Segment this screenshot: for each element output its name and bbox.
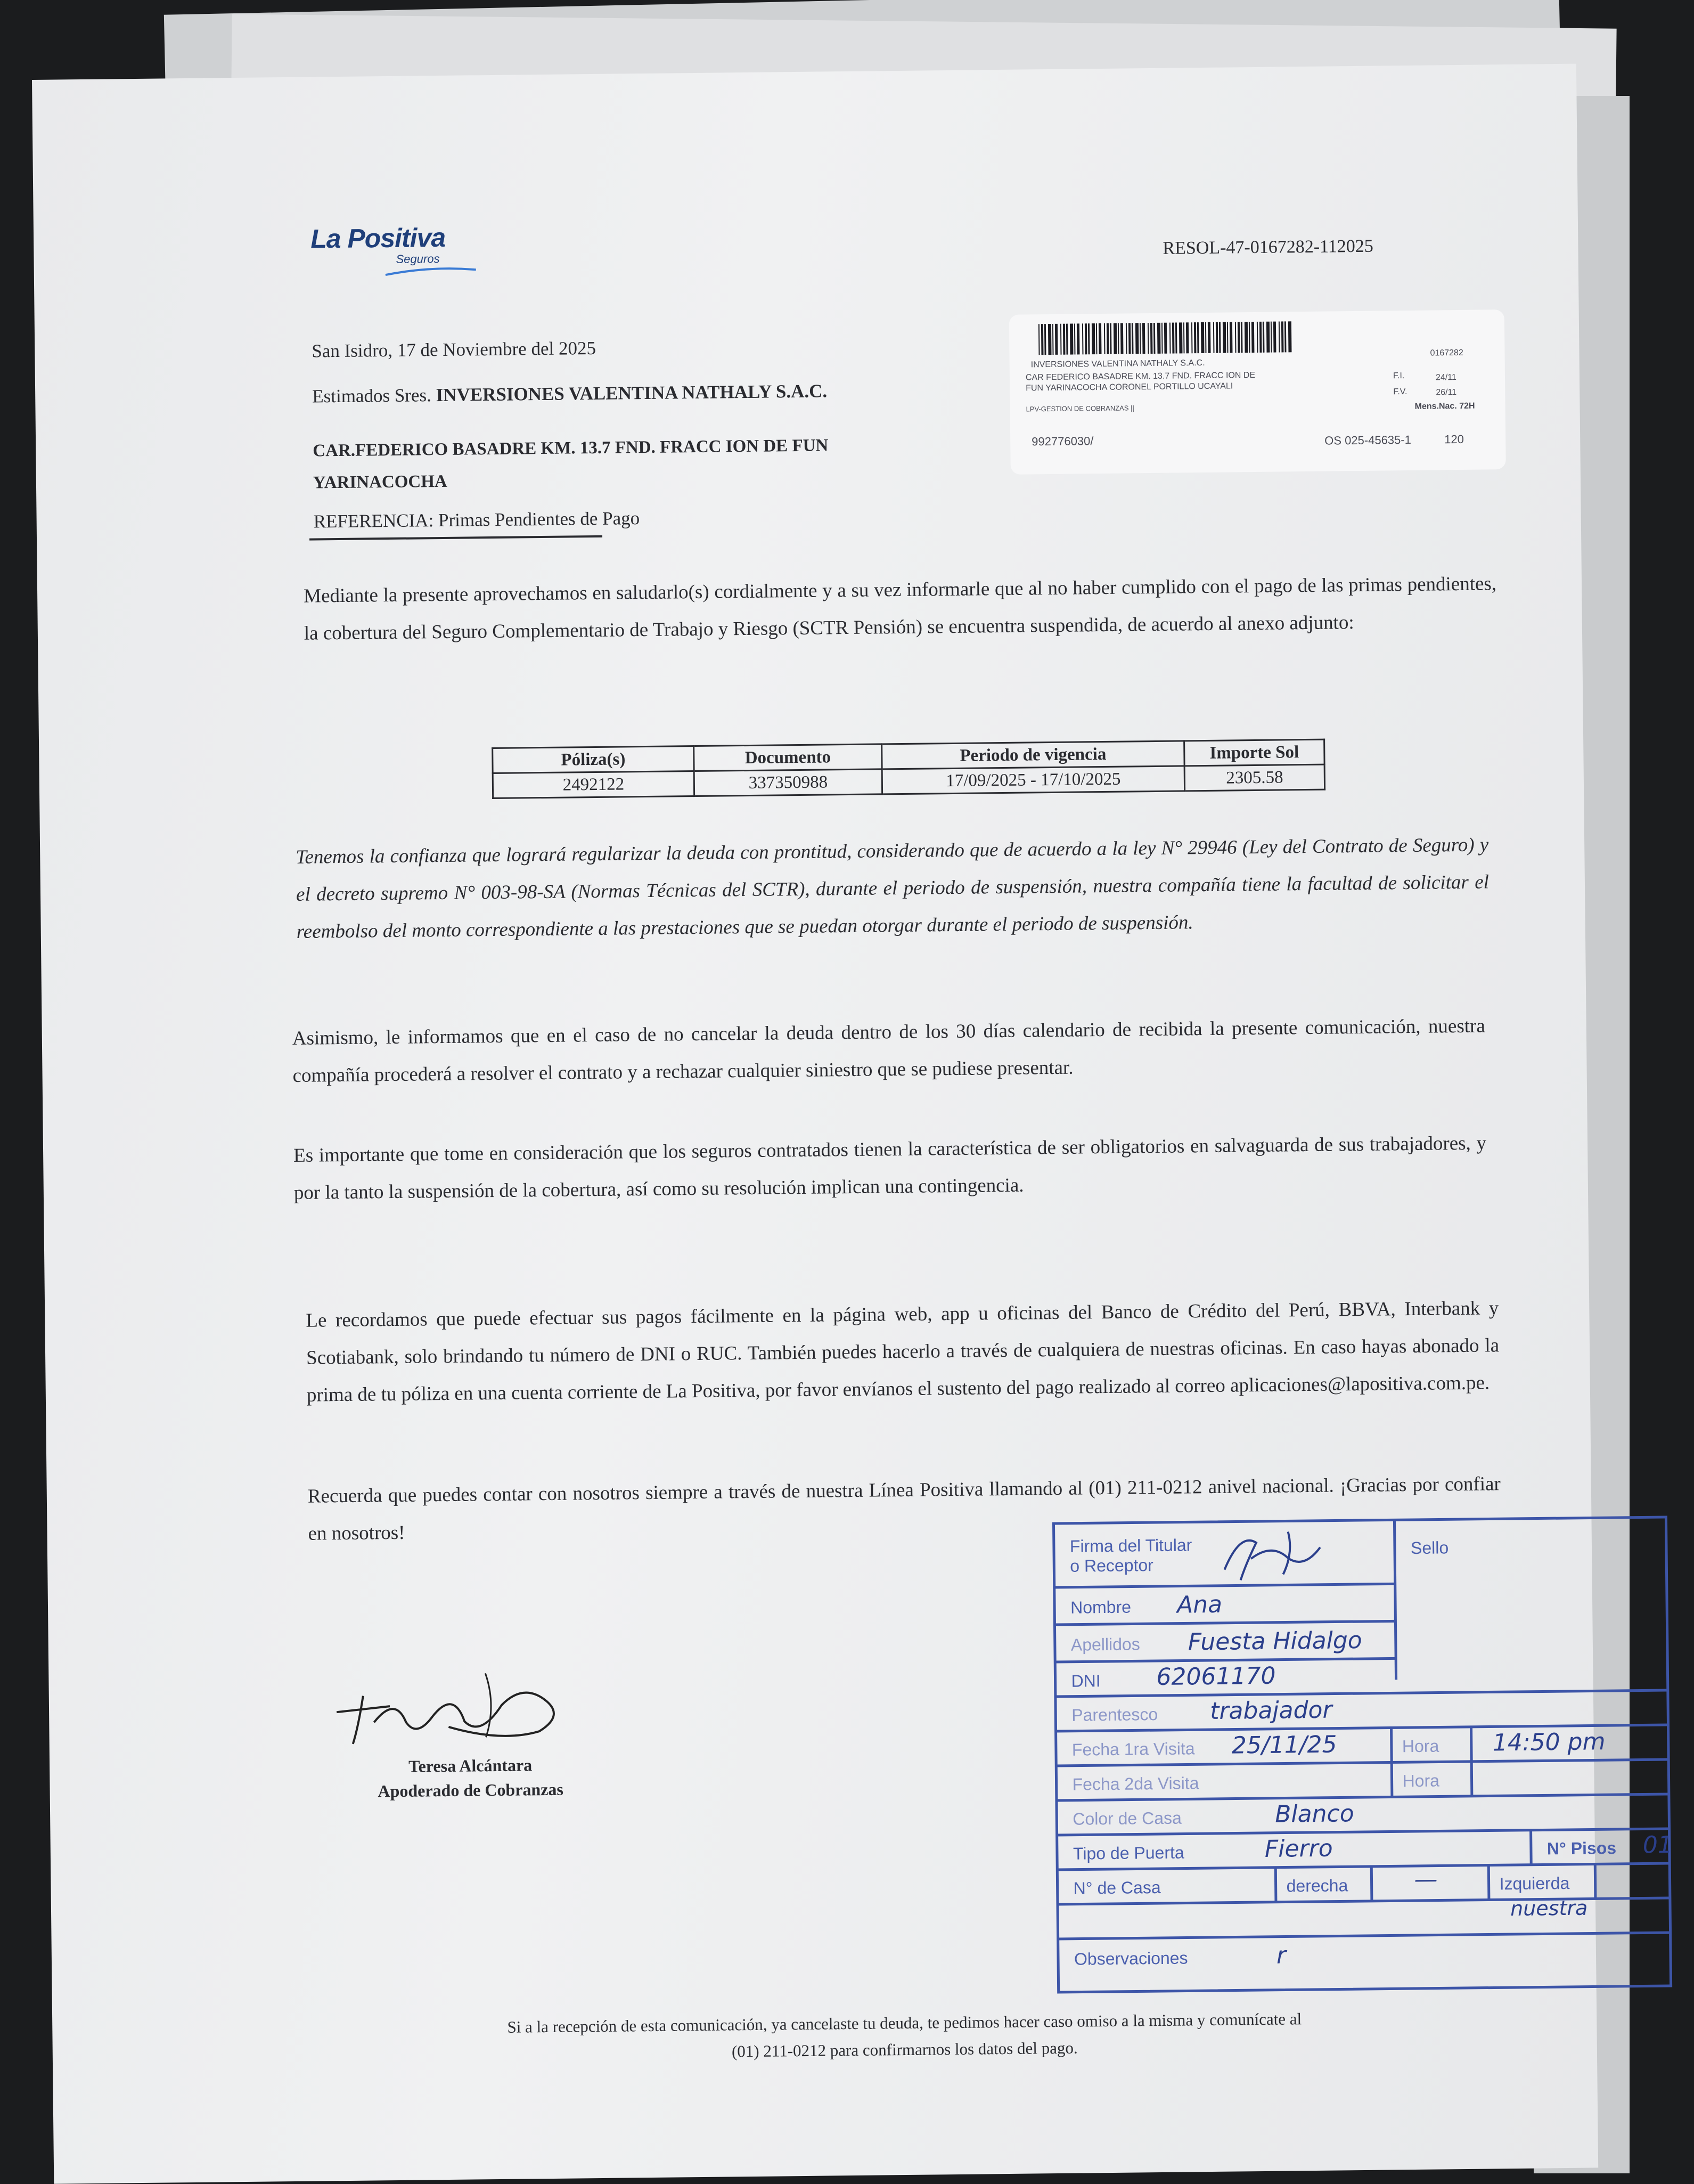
signature-icon bbox=[325, 1661, 582, 1755]
stamp-label-pisos: N° Pisos bbox=[1546, 1838, 1617, 1859]
signer-role: Apoderado de Cobranzas bbox=[378, 1779, 564, 1801]
barcode-bar bbox=[1273, 322, 1276, 353]
barcode-bar bbox=[1088, 323, 1090, 354]
reference bbox=[314, 508, 640, 532]
barcode-bar bbox=[1142, 323, 1145, 354]
barcode-bar bbox=[1092, 323, 1095, 354]
stamp-label-fecha1: Fecha 1ra Visita bbox=[1071, 1739, 1195, 1759]
handwritten-dni: 62061170 bbox=[1156, 1662, 1276, 1691]
paragraph: Recuerda que puedes contar con nosotros siempre a través de nuestra Línea Positiva llamando al (01) 211-0212 anivel nacional. ¡Gracias por confiar en nosotros! bbox=[307, 1473, 1501, 1545]
handwritten-obs: r bbox=[1276, 1942, 1287, 1969]
table-header: Documento bbox=[694, 744, 882, 771]
stamp-label-apellidos: Apellidos bbox=[1070, 1634, 1140, 1655]
label-fi: 24/11 bbox=[1435, 373, 1456, 382]
stamp-label-nombre: Nombre bbox=[1070, 1597, 1132, 1617]
barcode-bar bbox=[1104, 323, 1106, 354]
logo-sub: Seguros bbox=[396, 252, 440, 266]
barcode-bar bbox=[1183, 322, 1185, 353]
handwritten-pisos: 01 bbox=[1642, 1831, 1673, 1859]
receptor-signature-icon bbox=[1208, 1521, 1336, 1586]
barcode-bar bbox=[1164, 323, 1167, 354]
paragraph: Asimismo, le informamos que en el caso de no cancelar la deuda dentro de los 30 días calendario de recibida la presente comunicación, nuestra compañía procederá a resolver el contrato y a rechazar cualquier siniestro que se pudiese presentar. bbox=[292, 1015, 1485, 1087]
handwritten-color: Blanco bbox=[1274, 1800, 1354, 1828]
stamp-label-obs: Observaciones bbox=[1074, 1948, 1188, 1969]
barcode-bar bbox=[1077, 323, 1080, 354]
barcode-bar bbox=[1235, 322, 1237, 353]
handwritten-ncasa: — bbox=[1414, 1865, 1438, 1894]
recipient-address bbox=[313, 428, 952, 499]
stamp-label-izquierda: Izquierda bbox=[1499, 1873, 1570, 1894]
handwritten-fecha1: 25/11/25 bbox=[1231, 1731, 1337, 1759]
barcode-bar bbox=[1066, 324, 1068, 355]
logo-name: La Positiva bbox=[310, 222, 446, 254]
handwritten-parentesco: trabajador bbox=[1209, 1696, 1332, 1725]
barcode-bar bbox=[1271, 322, 1272, 353]
barcode-bar bbox=[1120, 323, 1124, 354]
reference-text: Primas Pendientes de Pago bbox=[438, 508, 640, 531]
stamp-label-color: Color de Casa bbox=[1073, 1808, 1182, 1829]
barcode-bar bbox=[1186, 322, 1189, 353]
barcode-bar bbox=[1157, 323, 1161, 354]
handwritten-apellidos: Fuesta Hidalgo bbox=[1188, 1627, 1362, 1656]
barcode-bar bbox=[1284, 321, 1287, 352]
barcode-bar bbox=[1107, 323, 1109, 354]
stamp-label-fecha2: Fecha 2da Visita bbox=[1072, 1773, 1199, 1794]
stamp-label-ncasa: N° de Casa bbox=[1073, 1877, 1161, 1898]
delivery-stamp bbox=[1048, 1512, 1692, 1998]
stamp-label-derecha: derecha bbox=[1286, 1876, 1348, 1896]
barcode-bar bbox=[1175, 323, 1177, 354]
barcode-bar bbox=[1259, 322, 1262, 353]
barcode-bar bbox=[1060, 324, 1062, 355]
paragraph: Es importante que tome en consideración que los seguros contratados tienen la característica de ser obligatorios en salvaguarda de sus trabajadores, y por la tanto la suspensión de la cobertura, así como su resolución implican una contingencia. bbox=[293, 1132, 1487, 1204]
label-service: Mens.Nac. 72H bbox=[1414, 401, 1475, 411]
greeting bbox=[312, 380, 827, 407]
barcode-bar bbox=[1041, 324, 1044, 355]
handwritten-hora: 14:50 pm bbox=[1492, 1728, 1606, 1757]
letter-date: San Isidro, 17 de Noviembre del 2025 bbox=[312, 337, 596, 362]
barcode-bar bbox=[1249, 322, 1250, 353]
logo-swoosh-icon bbox=[386, 267, 476, 276]
reference-underline bbox=[309, 535, 602, 541]
label-fv-label: F.V. bbox=[1393, 387, 1407, 397]
barcode-bar bbox=[1132, 323, 1134, 354]
barcode-bar bbox=[1044, 324, 1046, 355]
barcode-bar bbox=[1208, 322, 1211, 353]
barcode-bar bbox=[1216, 322, 1218, 353]
barcode-bar bbox=[1241, 322, 1243, 353]
handwritten-nombre: Ana bbox=[1176, 1591, 1223, 1619]
barcode-bar bbox=[1048, 324, 1052, 355]
barcode-bar bbox=[1126, 323, 1127, 354]
barcode-bar bbox=[1213, 322, 1215, 353]
stamp-label-tipo: Tipo de Puerta bbox=[1073, 1843, 1184, 1863]
barcode-bar bbox=[1128, 323, 1131, 354]
reference-label: REFERENCIA: bbox=[313, 510, 434, 532]
barcode-bar bbox=[1238, 322, 1240, 353]
footer-line: Si a la recepción de esta comunicación, ya cancelaste tu deuda, te pedimos hacer caso omiso a la misma y comunícate al bbox=[507, 2009, 1302, 2036]
stamp-label-dni: DNI bbox=[1071, 1671, 1101, 1691]
barcode-bar bbox=[1114, 323, 1117, 354]
footer-note bbox=[425, 2005, 1384, 2068]
barcode-bar bbox=[1153, 323, 1156, 354]
barcode-bar bbox=[1140, 323, 1141, 354]
stamp-label-hora: Hora bbox=[1402, 1736, 1439, 1756]
barcode-bar bbox=[1179, 322, 1183, 353]
barcode-bar bbox=[1205, 322, 1207, 353]
paragraph: Le recordamos que puede efectuar sus pagos fácilmente en la página web, app u oficinas del Banco de Crédito del Perú, BBVA, Interbank y Scotiabank, solo brindando tu número de DNI o RUC. También puedes hacerlo a través de cualquiera de nuestras oficinas. En caso hayas abonado la prima de tu póliza en una cuenta corriente de La Positiva, por favor envíanos el sustento del pago realizado al correo aplicaciones@lapositiva.com.pe. bbox=[306, 1297, 1500, 1406]
barcode-bar bbox=[1055, 324, 1058, 355]
table-header: Importe Sol bbox=[1184, 739, 1324, 766]
signer-name: Teresa Alcántara bbox=[408, 1755, 533, 1776]
label-address: CAR FEDERICO BASADRE KM. 13.7 FND. FRACC ION DE bbox=[1025, 370, 1256, 382]
address-line: CAR.FEDERICO BASADRE KM. 13.7 FND. FRACC ION DE FUN bbox=[313, 436, 829, 461]
label-phone: 992776030/ bbox=[1032, 434, 1094, 449]
barcode-bar bbox=[1172, 323, 1175, 354]
barcode-bar bbox=[1281, 321, 1284, 352]
barcode-bar bbox=[1230, 322, 1233, 353]
barcode-bar bbox=[1227, 322, 1229, 353]
barcode-bar bbox=[1063, 324, 1066, 355]
barcode-bar bbox=[1279, 321, 1280, 352]
table-cell: 2492122 bbox=[493, 771, 694, 798]
stamp-label-firma: Firma del Titular bbox=[1069, 1535, 1192, 1556]
barcode-bar bbox=[1074, 324, 1076, 355]
barcode-bar bbox=[1245, 322, 1248, 353]
barcode-bar bbox=[1191, 322, 1193, 353]
paragraph: Mediante la presente aprovechamos en saludarlo(s) cordialmente y a su vez informarle que al no haber cumplido con el pago de las primas pendientes, la cobertura del Seguro Complementario de Trabajo y Riesgo (SCTR Pensión) se encuentra suspendida, de acuerdo al anexo adjunto: bbox=[303, 573, 1497, 645]
label-name: INVERSIONES VALENTINA NATHALY S.A.C. bbox=[1030, 358, 1205, 370]
barcode-bar bbox=[1118, 323, 1119, 354]
barcode-bar bbox=[1082, 323, 1084, 354]
label-code: 0167282 bbox=[1430, 348, 1463, 358]
barcode-bar bbox=[1169, 323, 1171, 354]
barcode-bar bbox=[1110, 323, 1112, 354]
stamp-label-hora2: Hora bbox=[1402, 1771, 1440, 1791]
barcode-bar bbox=[1070, 324, 1074, 355]
barcode-bar bbox=[1194, 322, 1197, 353]
barcode-bar bbox=[1096, 323, 1098, 354]
table-header: Póliza(s) bbox=[493, 746, 694, 773]
la-positiva-logo bbox=[310, 222, 487, 287]
barcode-bar bbox=[1201, 322, 1205, 353]
handwritten-tipo: Fierro bbox=[1264, 1835, 1333, 1863]
paragraph: Tenemos la confianza que logrará regularizar la deuda con prontitud, considerando que de acuerdo a la ley N° 29946 (Ley del Contrato de Seguro) y el decreto supremo N° 003-98-SA (Normas Técnicas del SCTR), durante el periodo de suspensión, nuestra compañía tiene la facultad de solicitar el reembolso del monto correspondiente a las prestaciones que se puedan otorgar durante el periodo de suspensión. bbox=[296, 834, 1490, 943]
label-address: FUN YARINACOCHA CORONEL PORTILLO UCAYALI bbox=[1026, 381, 1233, 393]
barcode-icon bbox=[1038, 321, 1295, 355]
stamp-label-parentesco: Parentesco bbox=[1071, 1705, 1158, 1725]
barcode-bar bbox=[1251, 322, 1255, 353]
label-count: 120 bbox=[1444, 432, 1464, 446]
table-cell: 17/09/2025 - 17/10/2025 bbox=[882, 766, 1184, 794]
barcode-bar bbox=[1263, 322, 1265, 353]
barcode-bar bbox=[1148, 323, 1149, 354]
barcode-bar bbox=[1197, 322, 1199, 353]
label-os: OS 025-45635-1 bbox=[1324, 433, 1412, 447]
resolution-number: RESOL-47-0167282-112025 bbox=[1163, 236, 1373, 258]
barcode-bar bbox=[1038, 324, 1040, 355]
barcode-bar bbox=[1161, 323, 1163, 354]
stamp-label-receptor: o Receptor bbox=[1070, 1555, 1154, 1576]
address-line: YARINACOCHA bbox=[313, 471, 447, 493]
signer-block bbox=[337, 1752, 604, 1804]
label-dept: LPV-GESTION DE COBRANZAS || bbox=[1026, 404, 1134, 413]
barcode-bar bbox=[1288, 321, 1292, 352]
label-fv: 26/11 bbox=[1436, 388, 1457, 397]
barcode-bar bbox=[1135, 323, 1139, 354]
stamp-label-sello: Sello bbox=[1410, 1538, 1449, 1558]
barcode-bar bbox=[1219, 322, 1221, 353]
barcode-bar bbox=[1099, 323, 1102, 354]
table-header: Periodo de vigencia bbox=[882, 741, 1184, 769]
label-fi-label: F.I. bbox=[1393, 371, 1405, 381]
barcode-bar bbox=[1150, 323, 1153, 354]
greeting-prefix: Estimados Sres. bbox=[312, 385, 432, 407]
handwritten-izquierda: nuestra bbox=[1510, 1896, 1588, 1921]
barcode-bar bbox=[1257, 322, 1258, 353]
mailing-label bbox=[1009, 309, 1506, 475]
policy-table bbox=[492, 739, 1325, 799]
barcode-bar bbox=[1266, 322, 1270, 353]
table-cell: 337350988 bbox=[694, 769, 882, 796]
barcode-bar bbox=[1223, 322, 1226, 353]
table-cell: 2305.58 bbox=[1184, 764, 1324, 791]
barcode-bar bbox=[1052, 324, 1054, 355]
recipient-name: INVERSIONES VALENTINA NATHALY S.A.C. bbox=[436, 380, 828, 406]
letter-page bbox=[32, 64, 1673, 2184]
footer-line: (01) 211-0212 para confirmarnos los datos del pago. bbox=[731, 2038, 1078, 2061]
barcode-bar bbox=[1085, 323, 1087, 354]
